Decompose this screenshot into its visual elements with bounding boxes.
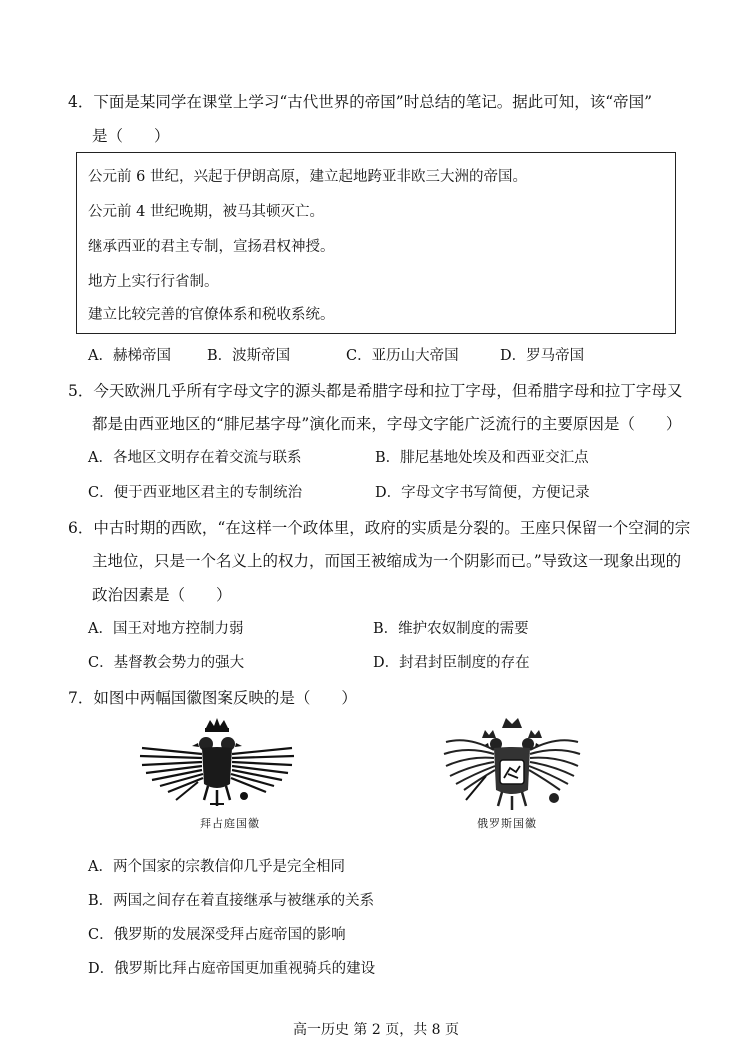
- q5-option-c[interactable]: C．便于西亚地区君主的专制统治: [88, 485, 303, 501]
- page-footer: 高一历史 第 2 页，共 8 页: [292, 1022, 460, 1038]
- q6-option-b[interactable]: B．维护农奴制度的需要: [373, 621, 529, 637]
- q4-note-1: 公元前 6 世纪，兴起于伊朗高原，建立起地跨亚非欧三大洲的帝国。: [88, 169, 527, 185]
- q6-stem-line2: 主地位，只是一个名义上的权力，而国王被缩成为一个阴影而已。”导致这一现象出现的: [92, 552, 682, 570]
- q6-option-d[interactable]: D．封君封臣制度的存在: [373, 655, 530, 671]
- q7-option-a[interactable]: A．两个国家的宗教信仰几乎是完全相同: [88, 859, 345, 875]
- q6-option-c[interactable]: C．基督教会势力的强大: [88, 655, 245, 671]
- q4-note-5: 建立比较完善的官僚体系和税收系统。: [88, 307, 335, 323]
- q5-option-d[interactable]: D．字母文字书写简便，方便记录: [375, 485, 590, 501]
- q6-option-a[interactable]: A．国王对地方控制力弱: [88, 621, 244, 637]
- q4-note-2: 公元前 4 世纪晚期，被马其顿灭亡。: [88, 204, 324, 220]
- q7-option-c[interactable]: C．俄罗斯的发展深受拜占庭帝国的影响: [88, 927, 346, 943]
- q5-option-a[interactable]: A．各地区文明存在着交流与联系: [88, 450, 302, 466]
- q5-stem-line1: 5．今天欧洲几乎所有字母文字的源头都是希腊字母和拉丁字母，但希腊字母和拉丁字母又: [68, 382, 683, 400]
- byzantine-emblem-image: [136, 718, 298, 810]
- q4-option-d[interactable]: D．罗马帝国: [500, 348, 585, 364]
- q4-option-a[interactable]: A．赫梯帝国: [88, 348, 171, 364]
- q7-stem-line1: 7．如图中两幅国徽图案反映的是（ ）: [68, 689, 357, 707]
- byzantine-emblem-caption: 拜占庭国徽: [200, 817, 260, 830]
- q5-stem-line2: 都是由西亚地区的“腓尼基字母”演化而来，字母文字能广泛流行的主要原因是（ ）: [92, 415, 682, 433]
- q6-stem-line1: 6．中古时期的西欧，“在这样一个政体里，政府的实质是分裂的。王座只保留一个空洞的宗: [68, 519, 691, 537]
- russian-emblem-caption: 俄罗斯国徽: [477, 817, 537, 830]
- q4-stem-line1: 4．下面是某同学在课堂上学习“古代世界的帝国”时总结的笔记。据此可知，该“帝国”: [68, 93, 653, 111]
- q6-stem-line3: 政治因素是（ ）: [92, 586, 232, 604]
- russian-emblem-image: [438, 716, 586, 812]
- q7-option-d[interactable]: D．俄罗斯比拜占庭帝国更加重视骑兵的建设: [88, 961, 376, 977]
- q5-option-b[interactable]: B．腓尼基地处埃及和西亚交汇点: [375, 450, 589, 466]
- q4-option-c[interactable]: C．亚历山大帝国: [346, 348, 459, 364]
- q4-notes-box: [76, 152, 676, 334]
- q4-stem-line2: 是（ ）: [92, 127, 170, 145]
- q4-option-b[interactable]: B．波斯帝国: [207, 348, 291, 364]
- q4-note-3: 继承西亚的君主专制，宣扬君权神授。: [88, 239, 335, 255]
- q7-option-b[interactable]: B．两国之间存在着直接继承与被继承的关系: [88, 893, 375, 909]
- q4-note-4: 地方上实行行省制。: [88, 274, 219, 290]
